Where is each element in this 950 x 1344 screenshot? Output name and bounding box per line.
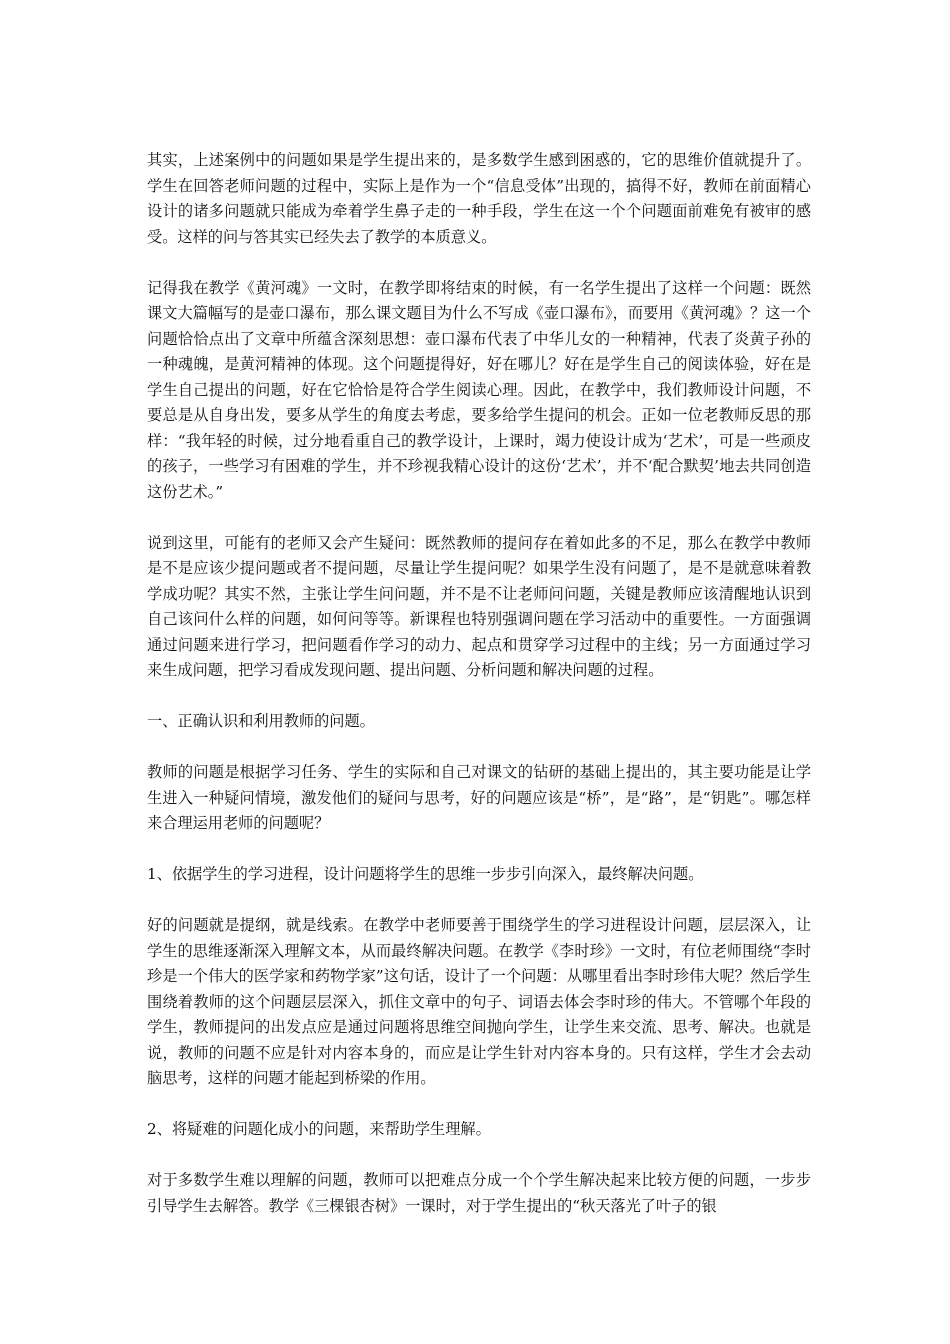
paragraph-4: 教师的问题是根据学习任务、学生的实际和自己对课文的钻研的基础上提出的，其主要功能是让学生进入一种疑问情境，激发他们的疑问与思考，好的问题应该是“桥”，是“路”，是“钥匙”。哪怎样来合理运用老师的问题呢？ (147, 763, 811, 832)
paragraph-2: 记得我在教学《黄河魂》一文时，在教学即将结束的时候，有一名学生提出了这样一个问题：既然课文大篇幅写的是壶口瀑布，那么课文题目为什么不写成《壶口瀑布》，而要用《黄河魂》？这一个问题恰恰点出了文章中所蕴含深刻思想：壶口瀑布代表了中华儿女的一种精神，代表了炎黄子孙的一种魂魄，是黄河精神的体现。这个问题提得好，好在哪儿？好在是学生自己的阅读体验，好在是学生自己提出的问题，好在它恰恰是符合学生阅读心理。因此，在教学中，我们教师设计问题，不要总是从自身出发，要多从学生的角度去考虑，要多给学生提问的机会。正如一位老教师反思的那样：“我年轻的时候，过分地看重自己的教学设计，上课时，竭力使设计成为‘艺术’，可是一些顽皮的孩子，一些学习有困难的学生，并不珍视我精心设计的这份‘艺术’，并不‘配合默契’地去共同创造这份艺术。” (147, 278, 811, 501)
paragraph-3: 说到这里，可能有的老师又会产生疑问：既然教师的提问存在着如此多的不足，那么在教学中教师是不是应该少提问题或者不提问题，尽量让学生提问呢？如果学生没有问题了，是不是就意味着教学成功呢？其实不然，主张让学生问问题，并不是不让老师问问题，关键是教师应该清醒地认识到自己该问什么样的问题，如何问等等。新课程也特别强调问题在学习活动中的重要性。一方面强调通过问题来进行学习，把问题看作学习的动力、起点和贯穿学习过程中的主线；另一方面通过学习来生成问题，把学习看成发现问题、提出问题、分析问题和解决问题的过程。 (147, 533, 811, 679)
paragraph-6: 对于多数学生难以理解的问题，教师可以把难点分成一个个学生解决起来比较方便的问题，一步步引导学生去解答。教学《三棵银杏树》一课时，对于学生提出的“秋天落光了叶子的银 (147, 1171, 811, 1215)
subheading-2: 2、将疑难的问题化成小的问题，来帮助学生理解。 (147, 1120, 491, 1138)
section-heading-1: 一、正确认识和利用教师的问题。 (147, 712, 375, 730)
paragraph-5: 好的问题就是提纲，就是线索。在教学中老师要善于围绕学生的学习进程设计问题，层层深入，让学生的思维逐渐深入理解文本，从而最终解决问题。在教学《李时珍》一文时，有位老师围绕“李时珍是一个伟大的医学家和药物学家”这句话，设计了一个问题：从哪里看出李时珍伟大呢？然后学生围绕着教师的这个问题层层深入，抓住文章中的句子、词语去体会李时珍的伟大。不管哪个年段的学生，教师提问的出发点应是通过问题将思维空间抛向学生，让学生来交流、思考、解决。也就是说，教师的问题不应是针对内容本身的，而应是让学生针对内容本身的。只有这样，学生才会去动脑思考，这样的问题才能起到桥梁的作用。 (147, 916, 811, 1087)
subheading-1: 1、依据学生的学习进程，设计问题将学生的思维一步步引向深入，最终解决问题。 (147, 865, 704, 883)
paragraph-1: 其实，上述案例中的问题如果是学生提出来的，是多数学生感到困惑的，它的思维价值就提升了。学生在回答老师问题的过程中，实际上是作为一个“信息受体”出现的，搞得不好，教师在前面精心设计的诸多问题就只能成为牵着学生鼻子走的一种手段，学生在这一个个问题面前难免有被审的感受。这样的问与答其实已经失去了教学的本质意义。 (147, 151, 811, 246)
document-page (147, 148, 811, 1245)
